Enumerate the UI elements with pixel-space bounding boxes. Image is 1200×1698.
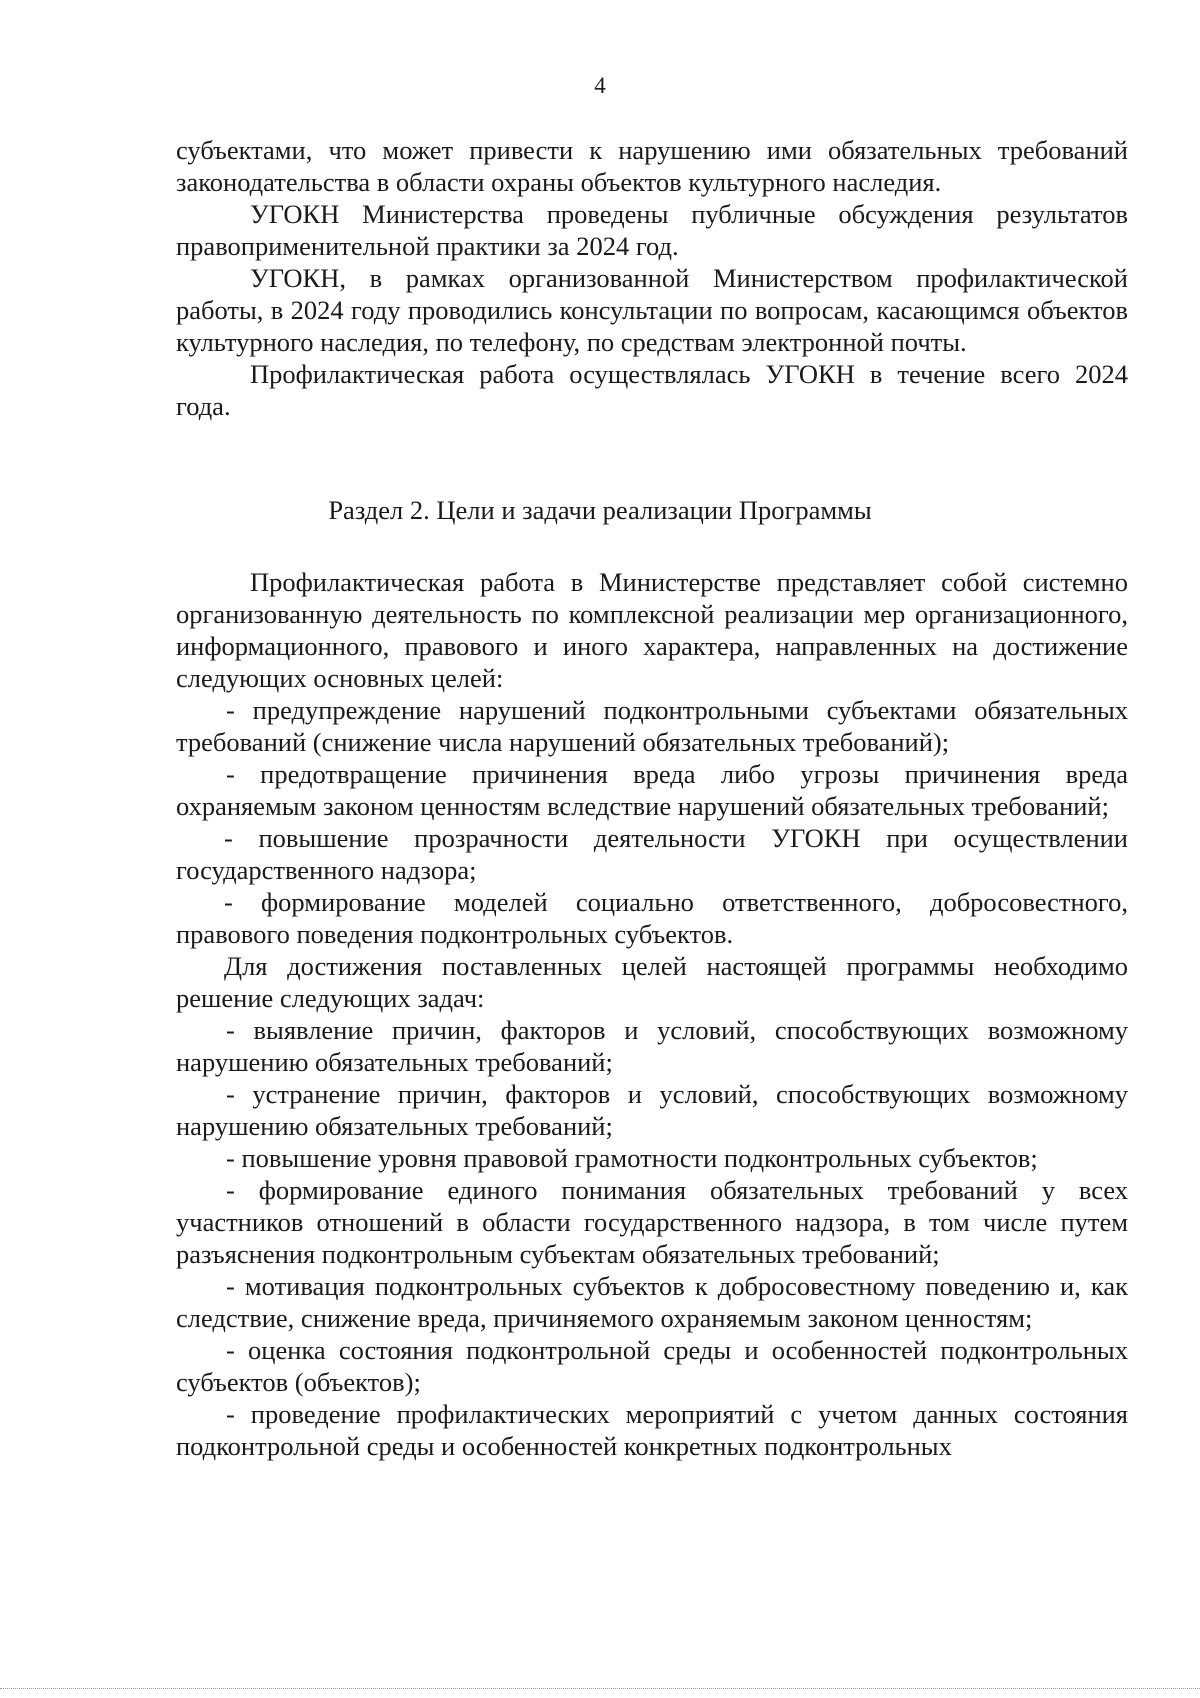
task-item: - оценка состояния подконтрольной среды и особенностей подконтрольных субъектов (объектов); [176, 1335, 1128, 1397]
goals-and-tasks-text [176, 566, 1128, 1462]
task-item: - формирование единого понимания обязательных требований у всех участников отношений в области государственного надзора, в том числе путем разъяснения подконтрольным субъектам обязательных требований; [176, 1175, 1128, 1269]
task-item: - устранение причин, факторов и условий, способствующих возможному нарушению обязательных требований; [176, 1079, 1128, 1141]
goals-intro-paragraph: Профилактическая работа в Министерстве представляет собой системно организованную деятельность по комплексной реализации мер организационного, информационного, правового и иного характера, направленных на достижение следующих основных целей: [176, 567, 1128, 693]
goal-item: - предотвращение причинения вреда либо угрозы причинения вреда охраняемым законом ценностям вследствие нарушений обязательных требований; [176, 759, 1128, 821]
paragraph: УГОКН Министерства проведены публичные обсуждения результатов правоприменительной практики за 2024 год. [176, 199, 1128, 261]
goal-item: - предупреждение нарушений подконтрольными субъектами обязательных требований (снижение числа нарушений обязательных требований); [176, 695, 1128, 757]
task-item: - повышение уровня правовой грамотности подконтрольных субъектов; [226, 1143, 1038, 1173]
task-item: - мотивация подконтрольных субъектов к добросовестному поведению и, как следствие, снижение вреда, причиняемого охраняемым законом ценностям; [176, 1271, 1128, 1333]
goal-item: - формирование моделей социально ответственного, добросовестного, правового поведения подконтрольных субъектов. [176, 887, 1128, 949]
section-heading: Раздел 2. Цели и задачи реализации Программы [328, 495, 872, 525]
task-item: - выявление причин, факторов и условий, способствующих возможному нарушению обязательных требований; [176, 1015, 1128, 1077]
scan-edge-divider [0, 1688, 1200, 1689]
tasks-intro-paragraph: Для достижения поставленных целей настоящей программы необходимо решение следующих задач: [176, 951, 1128, 1013]
paragraph: субъектами, что может привести к нарушению ими обязательных требований законодательства в области охраны объектов культурного наследия. [176, 135, 1128, 197]
page-number: 4 [594, 73, 606, 98]
intro-text [176, 134, 1128, 422]
goal-item: - повышение прозрачности деятельности УГОКН при осуществлении государственного надзора; [176, 823, 1128, 885]
paragraph: УГОКН, в рамках организованной Министерством профилактической работы, в 2024 году проводились консультации по вопросам, касающимся объектов культурного наследия, по телефону, по средствам электронной почты. [176, 263, 1128, 357]
task-item: - проведение профилактических мероприятий с учетом данных состояния подконтрольной среды и особенностей конкретных подконтрольных [176, 1399, 1128, 1461]
paragraph: Профилактическая работа осуществлялась УГОКН в течение всего 2024 года. [176, 359, 1128, 421]
